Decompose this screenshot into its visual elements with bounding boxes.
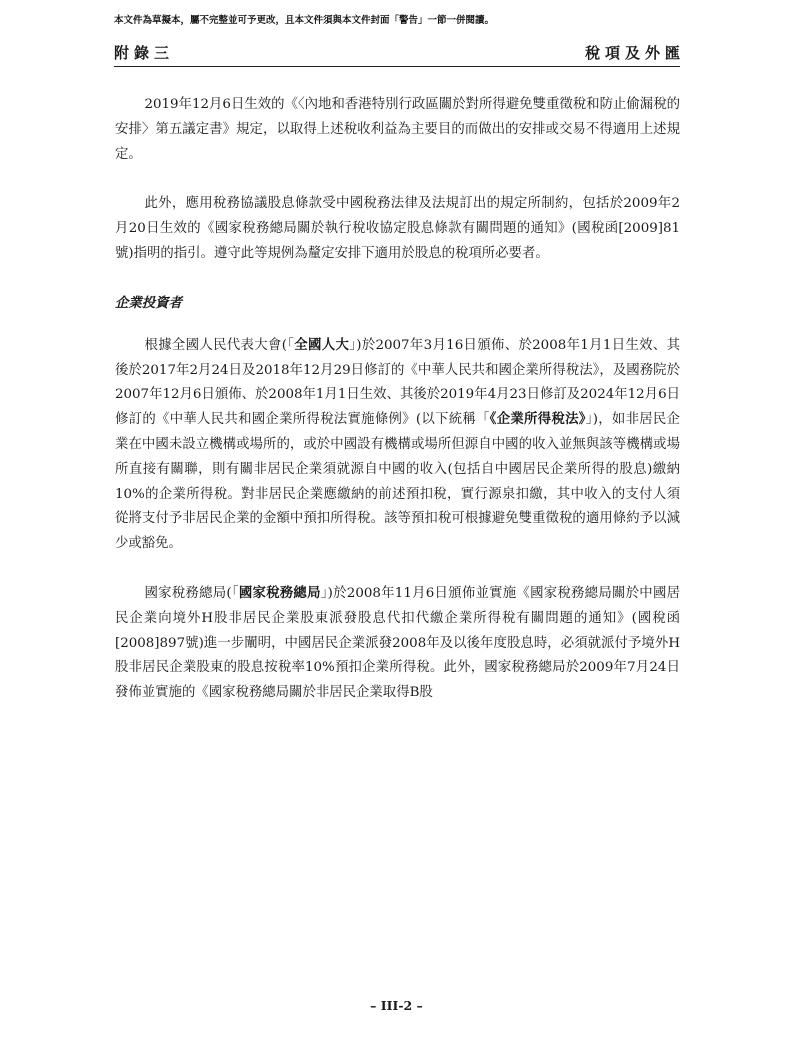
text-segment: 根據全國人民代表大會(「 xyxy=(144,337,295,353)
paragraph-eit-law xyxy=(115,334,680,557)
page-number: – III-2 – xyxy=(370,998,423,1013)
draft-warning-banner: 本文件為草擬本，屬不完整並可予更改，且本文件須與本文件封面「警告」一節一併閱讀。 xyxy=(114,15,495,26)
page-header xyxy=(114,40,685,67)
appendix-title: 附錄三 xyxy=(114,44,175,62)
section-title: 稅項及外匯 xyxy=(584,44,685,62)
defined-term-sat: 國家稅務總局 xyxy=(238,585,321,601)
paragraph-dividend-clause: 此外，應用稅務協議股息條款受中國稅務法律及法規訂出的規定所制約，包括於2009年2月20日生效的《國家稅務總局關於執行稅收協定股息條款有關問題的通知》(國稅函[2009]81號)指明的指引。遵守此等規例為釐定安排下適用於股息的稅項所必要者。 xyxy=(115,196,680,261)
document-body xyxy=(115,93,680,731)
heading-enterprise-investors: 企業投資者 xyxy=(115,295,182,311)
text-segment: 」)於2007年3月16日頒佈、於2008年1月1日生效、其後於2017年2月24日及2018年12月29日修訂的《中華人民共和國企業所得稅法》，及國務院於2007年12月6日頒佈、於2008年1月1日生效、其後於2019年4月23日修訂及2024年12月6日修訂的《中華人民共和國企業所得稅法實施條例》(以下統稱「 xyxy=(115,337,680,428)
paragraph-protocol: 2019年12月6日生效的《〈內地和香港特別行政區關於對所得避免雙重徵稅和防止偷漏稅的安排〉第五議定書》規定，以取得上述稅收利益為主要目的而做出的安排或交易不得適用上述規定。 xyxy=(115,97,680,162)
defined-term-npc: 全國人大 xyxy=(294,337,350,353)
text-segment: 」)，如非居民企業在中國未設立機構或場所的，或於中國設有機構或場所但源自中國的收入並無與該等機構或場所直接有關聯，則有關非居民企業須就源自中國的收入(包括自中國居民企業所得的股息)繳納10%的企業所得稅。對非居民企業應繳納的前述預扣稅，實行源泉扣繳，其中收入的支付人須從將支付予非居民企業的金額中預扣所得稅。該等預扣稅可根據避免雙重徵稅的適用條約予以減少或豁免。 xyxy=(115,412,680,552)
text-segment: 國家稅務總局(「 xyxy=(144,585,239,601)
defined-term-eit-law: 《企業所得稅法》 xyxy=(489,412,586,428)
text-segment: 」)於2008年11月6日頒佈並實施《國家稅務總局關於中國居民企業向境外H股非居民企業股東派發股息代扣代繳企業所得稅有關問題的通知》(國稅函[2008]897號)進一步闡明，中國居民企業派發2008年及以後年度股息時，必須就派付予境外H股非居民企業股東的股息按稅率10%預扣企業所得稅。此外，國家稅務總局於2009年7月24日發佈並實施的《國家稅務總局關於非居民企業取得B股 xyxy=(115,585,680,701)
paragraph-sat-notice xyxy=(115,582,680,706)
